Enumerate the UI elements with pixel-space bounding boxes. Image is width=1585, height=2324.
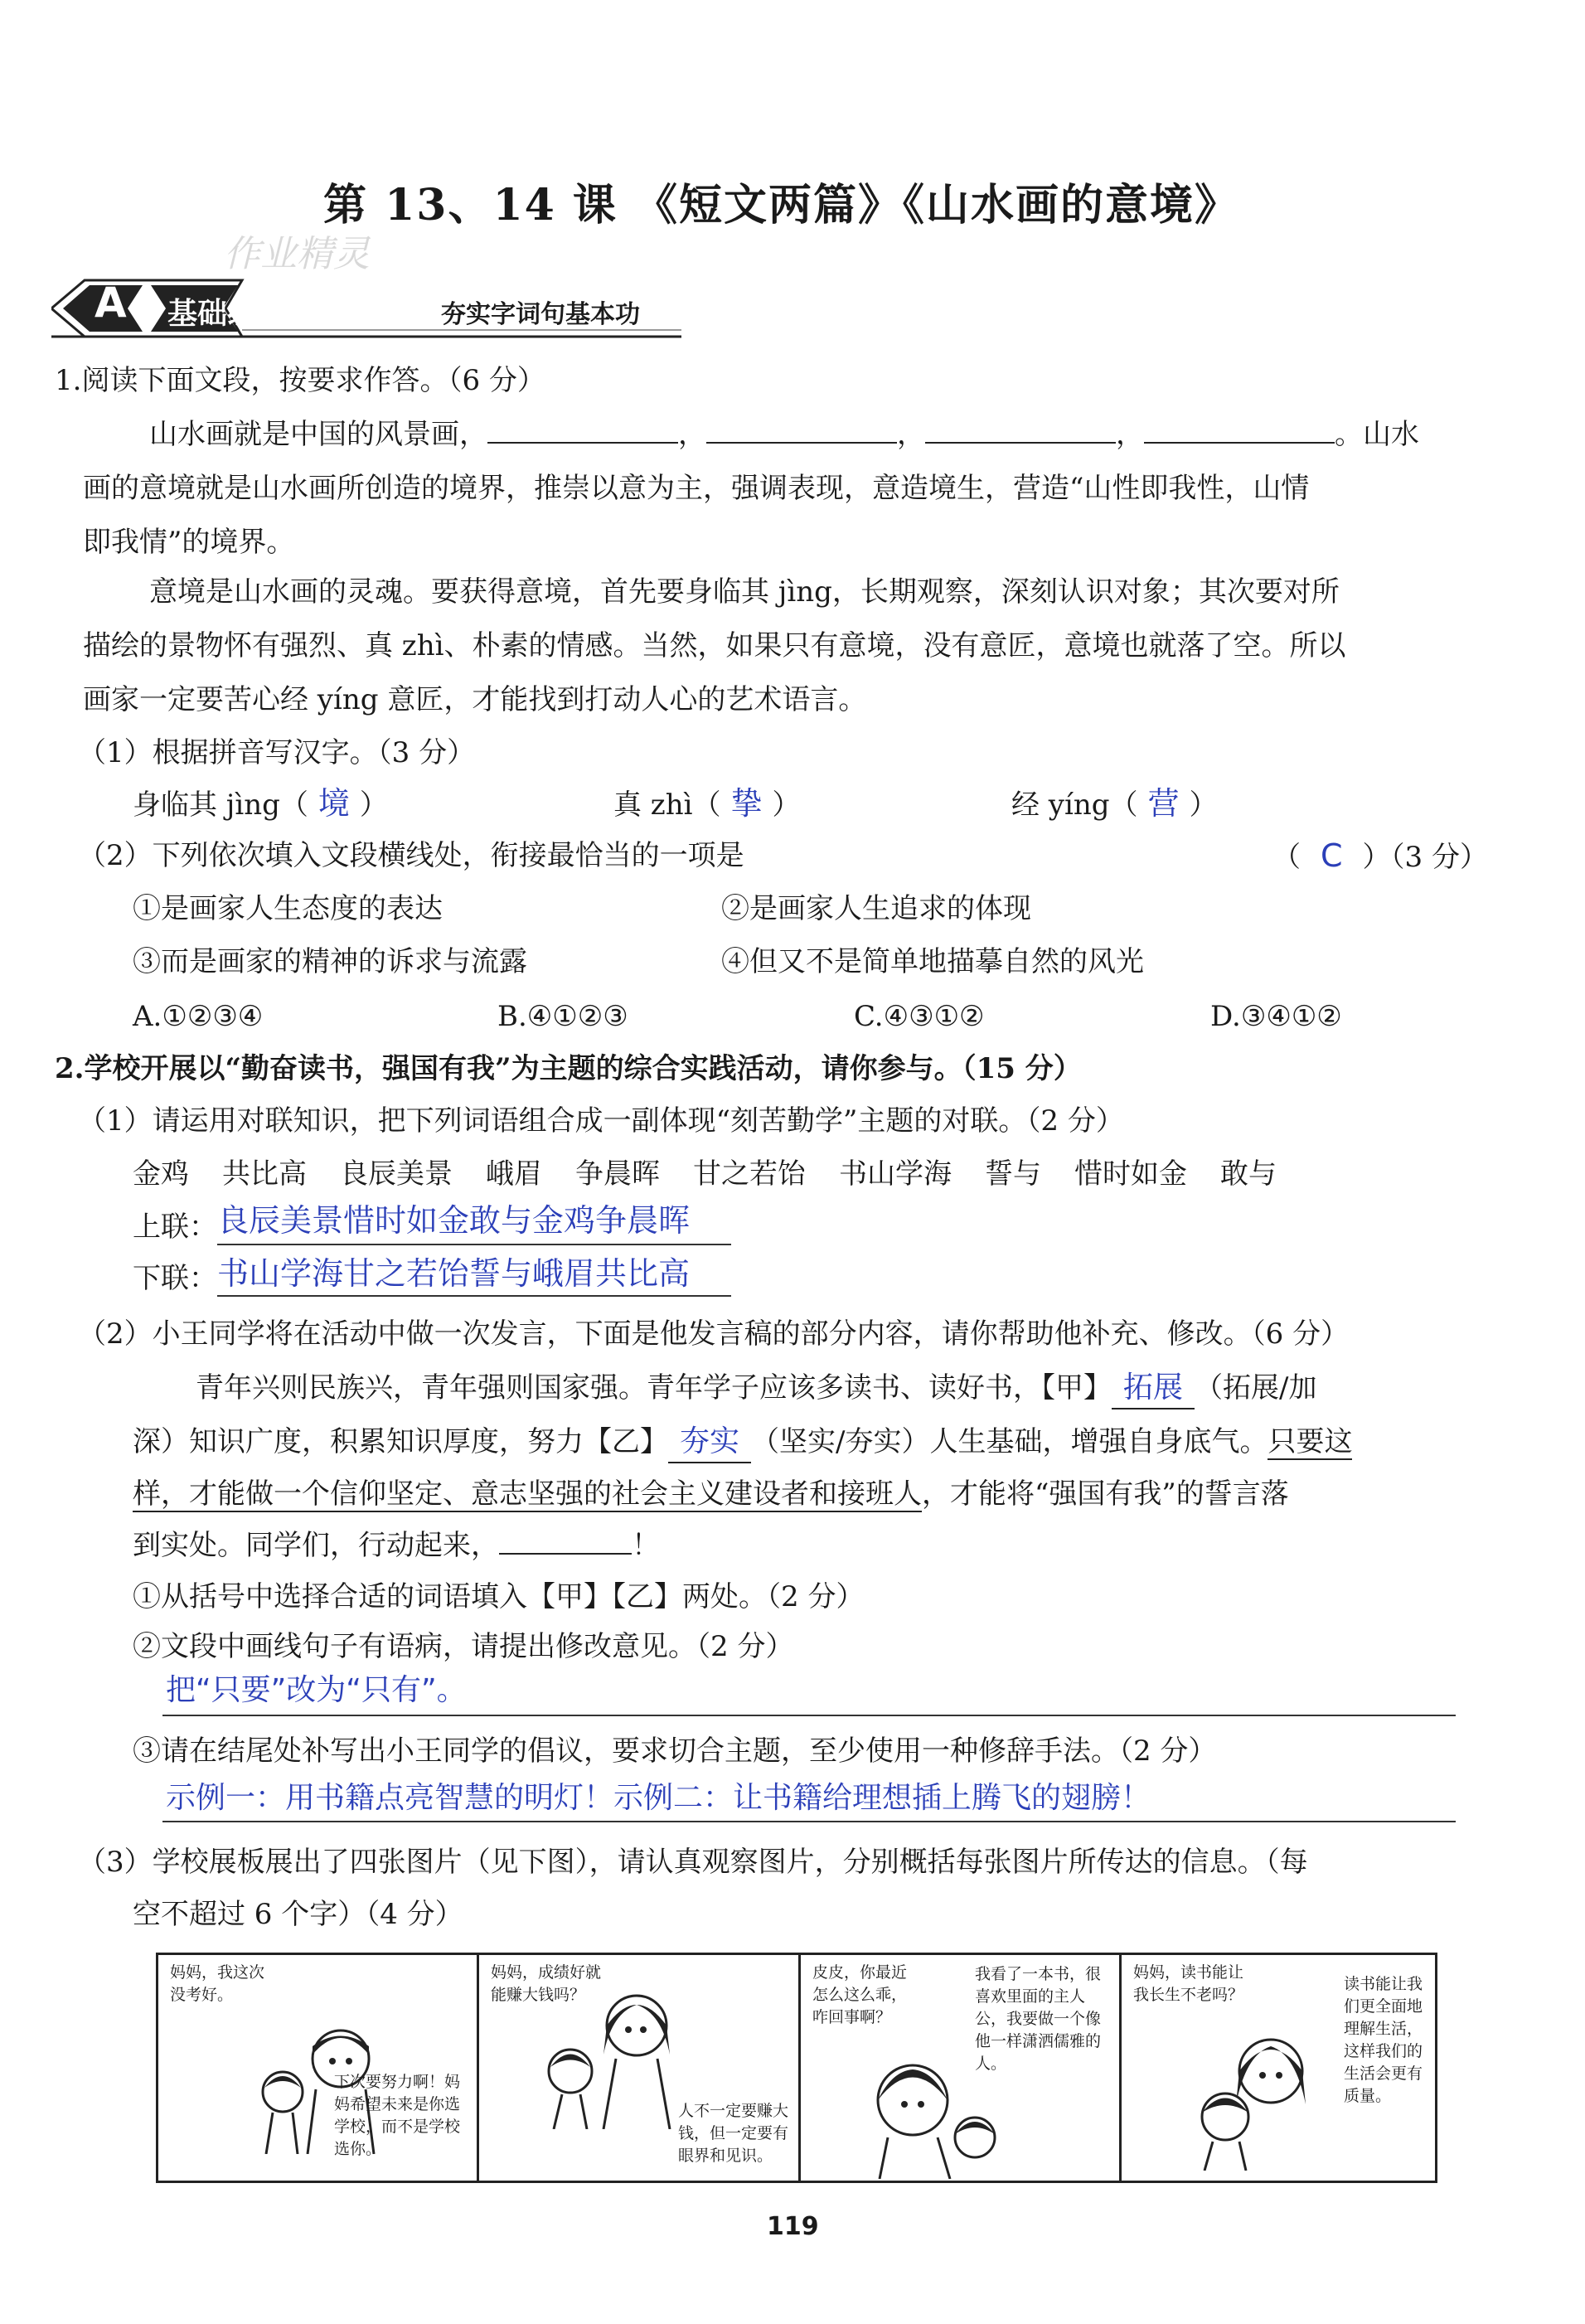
- speech-bubble: 皮皮，你最近怎么这么乖，咋回事啊？: [812, 1963, 908, 2026]
- fill-blank[interactable]: [925, 417, 1116, 444]
- lower-couplet-answer[interactable]: 书山学海甘之若饴誓与峨眉共比高: [217, 1255, 691, 1292]
- speech-line3: [133, 1474, 1289, 1514]
- speech-text: 深）知识广度，积累知识厚度，努力【乙】: [133, 1425, 668, 1458]
- fill-blank[interactable]: [706, 417, 897, 444]
- speech-text: （拓展/加: [1195, 1371, 1317, 1405]
- speech-line1: [196, 1368, 1316, 1409]
- speech-text: 到实处。同学们，行动起来，: [133, 1529, 499, 1562]
- speech-text: （坚实/夯实）人生基础，增强自身底气。: [751, 1425, 1268, 1458]
- paren: ）: [1189, 788, 1218, 822]
- q1-passage-line3: 即我情”的境界。: [83, 526, 295, 559]
- q1-p1-start: 山水画就是中国的风景画，: [149, 418, 487, 451]
- word: 共比高: [222, 1157, 307, 1191]
- handwritten-answer[interactable]: 挚: [730, 785, 763, 822]
- pinyin-item: [133, 784, 388, 825]
- watermark: 作业精灵: [224, 233, 370, 275]
- q1-sub1-stem: （1）根据拼音写汉字。（3 分）: [78, 736, 476, 769]
- pinyin-item: [613, 784, 801, 825]
- comma: ，: [897, 418, 925, 451]
- paren: （: [1272, 841, 1301, 874]
- handwritten-answer[interactable]: 营: [1147, 785, 1180, 822]
- fill-blank[interactable]: [1144, 417, 1335, 444]
- page-title: 第 13、14 课 《短文两篇》《山水画的意境》: [323, 180, 1240, 230]
- fill-blank[interactable]: [487, 417, 678, 444]
- q1-sub2-answer-box: [1272, 836, 1488, 877]
- comic-panel-3: [801, 1955, 1122, 2181]
- q1-passage-line4: 意境是山水画的灵魂。要获得意境，首先要身临其 jìng，长期观察，深刻认识对象；其次要对所: [149, 575, 1340, 609]
- q1-passage-line5: 描绘的景物怀有强烈、真 zhì、朴素的情感。当然，如果只有意境，没有意匠，意境也就落了空。所以: [83, 629, 1346, 662]
- item3: ③请在结尾处补写出小王同学的倡议，要求切合主题，至少使用一种修辞手法。（2 分）: [133, 1735, 1217, 1768]
- mother-child-illustration: [867, 2055, 1016, 2179]
- q2-sub2-stem: （2）小王同学将在活动中做一次发言，下面是他发言稿的部分内容，请你帮助他补充、修改。（6 分）: [78, 1317, 1350, 1351]
- lower-couplet-label: 下联：: [133, 1262, 217, 1295]
- answer-line: [162, 1821, 1456, 1822]
- option-1: ①是画家人生态度的表达: [133, 892, 443, 925]
- q1-passage-line1: [149, 415, 1419, 454]
- pinyin-prompt: 经 yíng（: [1011, 788, 1138, 822]
- item2-answer[interactable]: 把“只要”改为“只有”。: [166, 1673, 467, 1707]
- paren: ）: [772, 788, 801, 822]
- handwritten-answer[interactable]: 夯实: [668, 1422, 751, 1463]
- score: ）（3 分）: [1362, 841, 1488, 874]
- word: 誓与: [985, 1157, 1041, 1191]
- word: 书山学海: [839, 1157, 952, 1191]
- section-letter: A: [95, 279, 127, 327]
- option-3: ③而是画家的精神的诉求与流露: [133, 945, 527, 978]
- fill-blank[interactable]: [499, 1528, 632, 1555]
- mother-child-illustration: [537, 1988, 678, 2129]
- choice-a[interactable]: A.①②③④: [133, 1000, 264, 1033]
- speech-bubble: 妈妈，读书能让我长生不老吗？: [1133, 1963, 1244, 2004]
- q1-p1-end: 。山水: [1335, 418, 1419, 451]
- mother-child-illustration: [1180, 2030, 1321, 2171]
- handwritten-answer[interactable]: C: [1321, 837, 1343, 874]
- q2-sub1-stem: （1）请运用对联知识，把下列词语组合成一副体现“刻苦勤学”主题的对联。（2 分）: [78, 1104, 1124, 1138]
- word: 金鸡: [133, 1157, 189, 1191]
- word: 良辰美景: [340, 1157, 453, 1191]
- pinyin-item: [1011, 784, 1218, 825]
- item2: ②文段中画线句子有语病，请提出修改意见。（2 分）: [133, 1630, 794, 1663]
- speech-line4: [133, 1526, 660, 1565]
- choice-d[interactable]: D.③④①②: [1210, 1000, 1342, 1033]
- page-number: 119: [767, 2212, 819, 2241]
- speech-text: ，才能将“强国有我”的誓言落: [922, 1477, 1289, 1511]
- speech-bubble: 人不一定要赚大钱，但一定要有眼界和见识。: [678, 2102, 789, 2165]
- upper-couplet-label: 上联：: [133, 1211, 217, 1244]
- underlined-sentence: 只要这: [1268, 1425, 1353, 1458]
- handwritten-answer[interactable]: 拓展: [1112, 1368, 1195, 1409]
- q2-sub3-stem-line2: 空不超过 6 个字）（4 分）: [133, 1898, 463, 1931]
- handwritten-answer[interactable]: 境: [317, 785, 350, 822]
- q1-stem: 1.阅读下面文段，按要求作答。（6 分）: [55, 364, 545, 397]
- pinyin-prompt: 真 zhì（: [613, 788, 721, 822]
- underlined-sentence: 样，才能做一个信仰坚定、意志坚强的社会主义建设者和接班人: [133, 1477, 922, 1511]
- section-subtitle: 夯实字词句基本功: [441, 300, 640, 329]
- comma: ，: [1116, 418, 1144, 451]
- choice-b[interactable]: B.④①②③: [497, 1000, 628, 1033]
- section-a-banner: [51, 274, 690, 340]
- item1: ①从括号中选择合适的词语填入【甲】【乙】两处。（2 分）: [133, 1580, 865, 1613]
- comma: ，: [678, 418, 706, 451]
- speech-bubble: 我看了一本书，很喜欢里面的主人公，我要做一个像他一样潇洒儒雅的人。: [975, 1965, 1102, 2073]
- word: 争晨晖: [575, 1157, 660, 1191]
- speech-text: 青年兴则民族兴，青年强则国家强。青年学子应该多读书、读好书，【甲】: [196, 1371, 1112, 1405]
- paren: ）: [359, 788, 388, 822]
- answer-line: [217, 1244, 731, 1245]
- comic-panel-2: [479, 1955, 801, 2181]
- pinyin-prompt: 身临其 jìng（: [133, 788, 308, 822]
- upper-couplet-answer[interactable]: 良辰美景惜时如金敢与金鸡争晨晖: [217, 1202, 691, 1239]
- choice-c[interactable]: C.④③①②: [854, 1000, 985, 1033]
- word: 敢与: [1220, 1157, 1277, 1191]
- word: 惜时如金: [1074, 1157, 1187, 1191]
- speech-bubble: 妈妈，成绩好就能赚大钱吗？: [491, 1963, 602, 2004]
- word: 峨眉: [486, 1157, 542, 1191]
- q2-stem: 2.学校开展以“勤奋读书，强国有我”为主题的综合实践活动，请你参与。（15 分）: [55, 1052, 1082, 1085]
- item3-answer[interactable]: 示例一：用书籍点亮智慧的明灯！示例二：让书籍给理想插上腾飞的翅膀！: [166, 1781, 1151, 1815]
- section-name: 基础练: [167, 296, 258, 331]
- comic-panel-4: [1122, 1955, 1440, 2181]
- speech-bubble: 读书能让我们更全面地理解生活，这样我们的生活会更有质量。: [1344, 1975, 1423, 2105]
- option-2: ②是画家人生追求的体现: [721, 892, 1031, 925]
- q2-sub3-stem-line1: （3）学校展板展出了四张图片（见下图），请认真观察图片，分别概括每张图片所传达的信息。（每: [78, 1846, 1308, 1879]
- option-4: ④但又不是简单地描摹自然的风光: [721, 945, 1144, 978]
- q1-passage-line6: 画家一定要苦心经 yíng 意匠，才能找到打动人心的艺术语言。: [83, 683, 867, 716]
- q1-sub2-stem: （2）下列依次填入文段横线处，衔接最恰当的一项是: [78, 839, 744, 872]
- comic-panel-1: [158, 1955, 479, 2181]
- speech-text: ！: [632, 1529, 660, 1562]
- q1-passage-line2: 画的意境就是山水画所创造的境界，推崇以意为主，强调表现，意造境生，营造“山性即我性，山情: [83, 472, 1310, 505]
- speech-bubble: 下次要努力啊！妈妈希望未来是你选学校，而不是学校选你。: [334, 2073, 461, 2158]
- answer-line: [162, 1715, 1456, 1716]
- word-bank: [133, 1154, 1277, 1194]
- speech-line2: [133, 1422, 1352, 1463]
- answer-line: [217, 1295, 731, 1297]
- speech-bubble: 妈妈，我这次没考好。: [170, 1963, 265, 2004]
- comic-strip: [156, 1953, 1437, 2183]
- word: 甘之若饴: [693, 1157, 806, 1191]
